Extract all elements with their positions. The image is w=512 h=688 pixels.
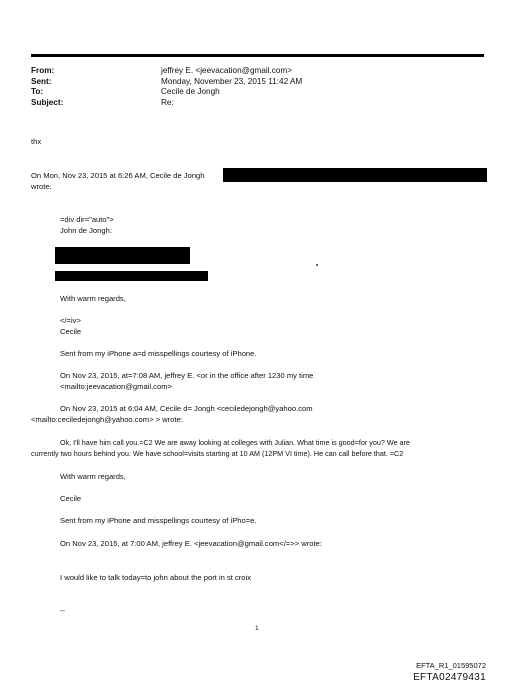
redaction-box: [223, 168, 487, 182]
body-line: On Nov 23, 2015 at 6:04 AM, Cecile d= Jongh <ceciledejongh@yahoo.com: [60, 404, 313, 413]
from-row: [31, 66, 302, 77]
header-rule: [31, 54, 484, 57]
to-label: To:: [31, 87, 44, 97]
from-value: jeffrey E. <jeevacation@gmail.com>: [161, 66, 293, 75]
body-line: <mailto:ceciledejongh@yahoo.com> > wrote:: [31, 415, 183, 424]
from-label: From:: [31, 66, 55, 75]
email-header: [31, 66, 302, 108]
subject-label: Subject:: [31, 97, 64, 107]
body-line: thx: [31, 137, 42, 146]
redaction-box: [55, 247, 190, 264]
page-number: 1: [255, 625, 259, 632]
body-line: With warm regards,: [60, 472, 126, 481]
to-row: [31, 87, 302, 98]
body-line: wrote:: [31, 182, 52, 191]
footer-ref-secondary: EFTA02479431: [413, 672, 486, 683]
sent-row: [31, 77, 302, 88]
sent-label: Sent:: [31, 76, 52, 86]
sent-value: Monday, November 23, 2015 11:42 AM: [161, 76, 303, 86]
body-line: John de Jongh:: [60, 226, 112, 235]
body-line: Ok, I'll have him call you.=C2 We are away looking at colleges with Julian. What time is good=for you? We are: [60, 438, 410, 447]
body-line: Sent from my iPhone a=d misspellings courtesy of iPhone.: [60, 349, 257, 358]
body-line: On Mon, Nov 23, 2015 at 6:26 AM, Cecile de Jongh: [31, 171, 205, 180]
body-line: On Nov 23, 2015, at=7:08 AM, jeffrey E. <or in the office after 1230 my time: [60, 371, 314, 380]
body-line: Cecile: [60, 494, 82, 503]
to-value: Cecile de Jongh: [161, 87, 220, 97]
body-line: <mailto:jeevacation@gmail.com>: [60, 382, 172, 391]
body-line: Cecile: [60, 327, 82, 336]
stray-mark: [316, 264, 318, 266]
body-line: </=iv>: [60, 316, 81, 325]
subject-value: Re:: [161, 97, 174, 107]
body-line: I would like to talk today=to john about the port in st croix: [60, 573, 252, 582]
footer-ref-primary: EFTA_R1_01595072: [416, 661, 486, 670]
redaction-box: [55, 271, 208, 281]
subject-row: [31, 98, 302, 109]
body-line: On Nov 23, 2015, at 7:00 AM, jeffrey E. <jeevacation@gmail.com</=>> wrote:: [60, 539, 322, 548]
body-line: --: [60, 606, 66, 615]
body-line: currently two hours behind you. We have school=visits starting at 10 AM (12PM VI time). He can call before that. =C2: [31, 449, 404, 458]
body-line: =div dir="auto">: [60, 215, 114, 224]
body-line: With warm regards,: [60, 294, 126, 303]
body-line: Sent from my iPhone and misspellings courtesy of iPho=e.: [60, 516, 257, 525]
